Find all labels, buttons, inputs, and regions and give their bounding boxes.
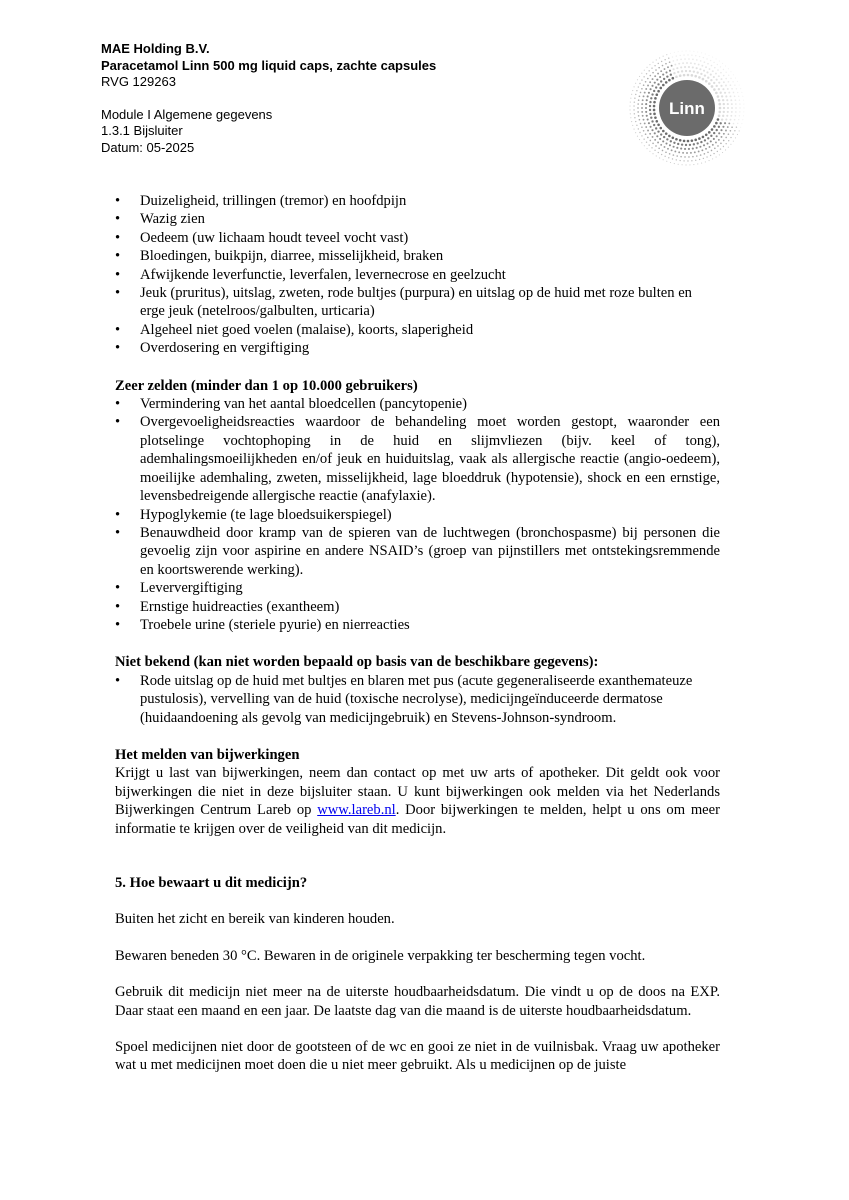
list-item: • Overdosering en vergiftiging — [115, 339, 720, 357]
list-item: • Vermindering van het aantal bloedcellen (pancytopenie) — [115, 395, 720, 413]
storage-heading: 5. Hoe bewaart u dit medicijn? — [115, 875, 308, 891]
list-item: • Leververgiftiging — [115, 579, 720, 597]
list-item: • Rode uitslag op de huid met bultjes en blaren met pus (acute gegeneraliseerde exanthemateuze pustulosis), vervelling van de huid (toxische necrolyse), medicijngeïnduceerde dermatose (huidaandoening als gevolg van medicijngebruik) en Stevens-Johnson-syndroom. — [115, 672, 720, 727]
side-effects-list — [115, 192, 720, 358]
list-item: • Algeheel niet goed voelen (malaise), koorts, slaperigheid — [115, 321, 720, 339]
list-item: • Troebele urine (steriele pyurie) en nierreacties — [115, 616, 720, 634]
very-rare-list — [115, 395, 720, 634]
rvg-number: RVG 129263 — [101, 74, 176, 90]
leaflet-body — [115, 192, 720, 1075]
document-header — [101, 41, 436, 157]
reporting-paragraph: Krijgt u last van bijwerkingen, neem dan contact op met uw arts of apotheker. Dit geldt ook voor bijwerkingen die niet in deze bijsluiter staan. U kunt bijwerkingen ook melden via het Nederlands Bijwerkingen Centrum Lareb op www.lareb.nl. Door bijwerkingen te melden, helpt u ons om meer informatie te krijgen over de veiligheid van dit medicijn. — [115, 765, 720, 837]
lareb-link[interactable]: www.lareb.nl — [317, 802, 396, 819]
very-rare-heading: Zeer zelden (minder dan 1 op 10.000 gebruikers) — [115, 377, 418, 394]
product-name: Paracetamol Linn 500 mg liquid caps, zachte capsules — [101, 57, 437, 73]
company-name: MAE Holding B.V. — [101, 41, 210, 56]
list-item: • Hypoglykemie (te lage bloedsuikerspiegel) — [115, 506, 720, 524]
list-item: • Overgevoeligheidsreacties waardoor de behandeling moet worden gestopt, waaronder een plotselinge vochtophoping in de huid en slijmvliezen (bijv. keel of tong), ademhalingsmoeilijkheden en/of jeuk en huiduitslag, vaak als allergische reactie (angio-oedeem), moeilijke ademhaling, zweten, misselijkheid, lage bloeddruk (hypotensie), shock en een ernstige, levensbedreigende allergische reactie (anafylaxie). — [115, 413, 720, 505]
logo-text: Linn — [669, 99, 705, 118]
list-item: • Bloedingen, buikpijn, diarree, misselijkheid, braken — [115, 247, 720, 265]
reporting-heading: Het melden van bijwerkingen — [115, 746, 300, 763]
list-item: • Oedeem (uw lichaam houdt teveel vocht vast) — [115, 229, 720, 247]
storage-paragraph-3: Gebruik dit medicijn niet meer na de uiterste houdbaarheidsdatum. Die vindt u op de doos na EXP. Daar staat een maand en een jaar. De laatste dag van die maand is de uiterste houdbaarheidsdatum. — [115, 984, 720, 1019]
list-item: • Benauwdheid door kramp van de spieren van de luchtwegen (bronchospasme) bij personen die gevoelig zijn voor aspirine en andere NSAID’s (groep van pijnstillers met ontstekingsremmende en koortswerende werking). — [115, 524, 720, 579]
list-item: • Wazig zien — [115, 210, 720, 228]
unknown-heading: Niet bekend (kan niet worden bepaald op basis van de beschikbare gegevens): — [115, 654, 599, 671]
date-label: Datum: 05-2025 — [101, 139, 195, 155]
list-item: • Jeuk (pruritus), uitslag, zweten, rode bultjes (purpura) en uitslag op de huid met roze bulten en erge jeuk (netelroos/galbulten, urticaria) — [115, 284, 720, 321]
linn-logo — [627, 48, 747, 168]
list-item: • Duizeligheid, trillingen (tremor) en hoofdpijn — [115, 192, 720, 210]
module-label: Module I Algemene gegevens — [101, 106, 273, 122]
list-item: • Afwijkende leverfunctie, leverfalen, levernecrose en geelzucht — [115, 266, 720, 284]
section-label: 1.3.1 Bijsluiter — [101, 123, 183, 139]
storage-paragraph-2: Bewaren beneden 30 °C. Bewaren in de originele verpakking ter bescherming tegen vocht. — [115, 947, 646, 964]
list-item: • Ernstige huidreacties (exantheem) — [115, 598, 720, 616]
storage-paragraph-1: Buiten het zicht en bereik van kinderen houden. — [115, 911, 395, 928]
unknown-list — [115, 672, 720, 727]
storage-paragraph-4: Spoel medicijnen niet door de gootsteen of de wc en gooi ze niet in de vuilnisbak. Vraag uw apotheker wat u met medicijnen moet doen die u niet meer gebruikt. Als u medicijnen op de juiste — [115, 1039, 720, 1074]
